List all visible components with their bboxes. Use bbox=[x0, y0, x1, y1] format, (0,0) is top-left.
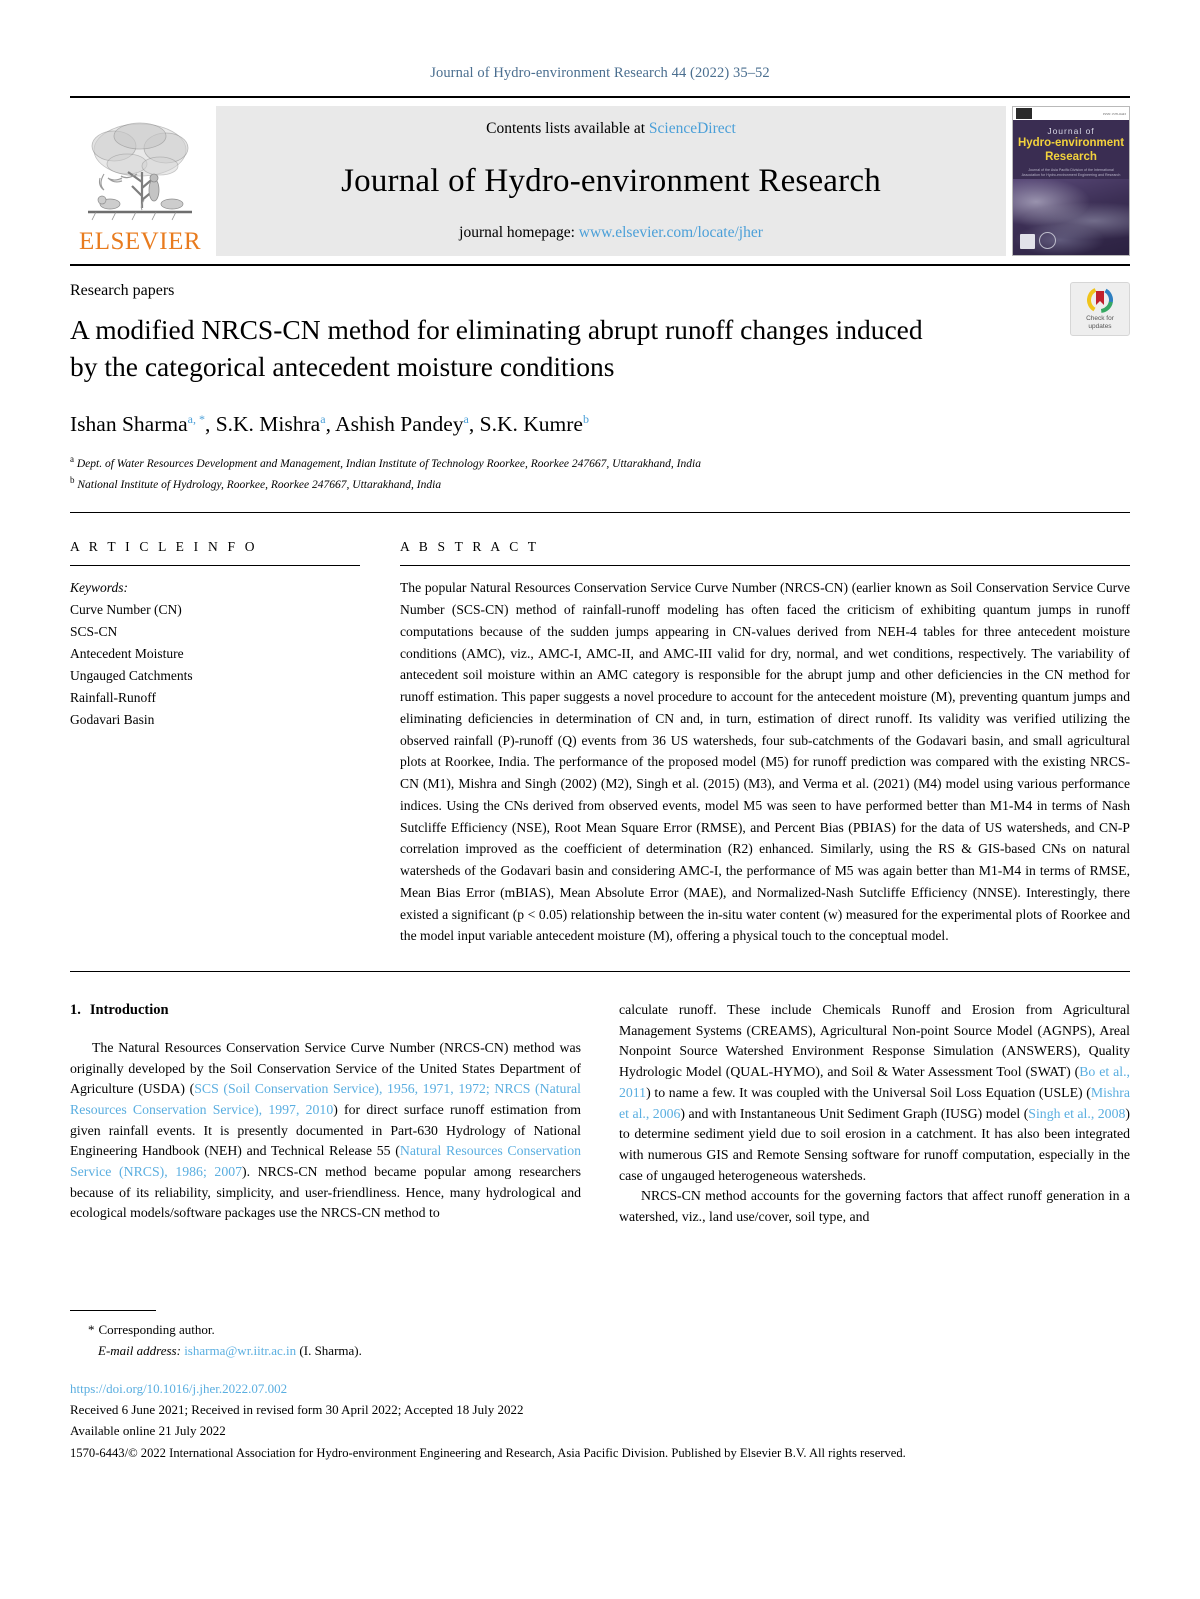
keyword-item: Curve Number (CN) bbox=[70, 602, 182, 618]
author-sep: , bbox=[468, 412, 480, 437]
email-note bbox=[70, 1341, 1130, 1362]
intro-paragraph-right-2: NRCS-CN method accounts for the governing factors that affect runoff generation in a watershed, viz., land use/cover, soil type, and bbox=[619, 1188, 1130, 1224]
author-name: Ashish Pandey bbox=[335, 412, 464, 437]
running-head: Journal of Hydro-environment Research 44 (2022) 35–52 bbox=[430, 65, 770, 81]
available-online: Available online 21 July 2022 bbox=[70, 1423, 226, 1439]
author-item[interactable] bbox=[480, 412, 589, 436]
citation-link[interactable]: Mishra et al., 2006 bbox=[619, 1084, 1130, 1121]
author-name: S.K. Kumre bbox=[479, 412, 583, 437]
cover-elsevier-mark-icon bbox=[1016, 108, 1032, 119]
contents-prefix: Contents lists available at bbox=[486, 120, 649, 137]
citation-link[interactable]: Natural Resources Conservation Service (NRCS), 1986; 2007 bbox=[70, 1143, 581, 1179]
author-name: Ishan Sharma bbox=[70, 412, 188, 437]
article-type: Research papers bbox=[70, 282, 175, 299]
cover-name-line1: Hydro-environment bbox=[1017, 137, 1125, 149]
email-link[interactable]: isharma@wr.iitr.ac.in bbox=[184, 1342, 297, 1358]
text-run: ) and with Instantaneous Unit Sediment Graph (IUSG) model ( bbox=[680, 1105, 1029, 1121]
corresponding-author-text: Corresponding author. bbox=[98, 1322, 215, 1337]
cover-name-line2: Research bbox=[1045, 151, 1097, 164]
cover-journal-of: Journal of bbox=[1047, 126, 1095, 136]
author-sep: , bbox=[204, 412, 216, 437]
keyword-item: Rainfall-Runoff bbox=[70, 689, 156, 705]
crossmark-label bbox=[1086, 315, 1114, 331]
masthead-center bbox=[216, 106, 1006, 256]
footnote-block bbox=[70, 1310, 1130, 1362]
email-label: E-mail address: bbox=[98, 1342, 181, 1358]
text-run: ) for direct surface runoff estimation from given rainfall events. It is presently documented in Part-630 Hydrology of National Engineering Handbook (NEH) and Technical Release 55 ( bbox=[70, 1101, 581, 1159]
doi-link[interactable]: https://doi.org/10.1016/j.jher.2022.07.002 bbox=[70, 1381, 288, 1396]
text-run: ) to name a few. It was coupled with the Universal Soil Loss Equation (USLE) ( bbox=[646, 1084, 1091, 1100]
journal-cover-thumbnail bbox=[1012, 106, 1130, 256]
section-title-introduction bbox=[70, 1000, 581, 1022]
affiliation-text: National Institute of Hydrology, Roorkee, Roorkee 247667, Uttarakhand, India bbox=[77, 478, 442, 491]
body-columns bbox=[70, 1000, 1130, 1228]
author-marks: a bbox=[320, 411, 326, 426]
affiliation-mark: a bbox=[70, 454, 74, 465]
info-abstract-row bbox=[70, 539, 1130, 947]
intro-paragraph-left bbox=[70, 1038, 581, 1224]
abstract-column bbox=[400, 539, 1130, 947]
author-item[interactable] bbox=[216, 412, 326, 436]
abstract-rule bbox=[400, 565, 1130, 566]
body-column-right bbox=[619, 1000, 1130, 1228]
abstract-heading: A B S T R A C T bbox=[400, 539, 540, 555]
crossmark-icon bbox=[1087, 287, 1113, 313]
email-owner: (I. Sharma). bbox=[299, 1342, 362, 1358]
citation-link[interactable]: Singh et al., 2008 bbox=[1028, 1105, 1126, 1121]
title-block bbox=[70, 282, 1130, 385]
crossmark-label-line2: updates bbox=[1088, 323, 1112, 331]
keywords-label: Keywords: bbox=[70, 580, 128, 596]
footnote-rule bbox=[70, 1310, 156, 1311]
author-marks: a, * bbox=[187, 411, 205, 426]
cover-top-bar bbox=[1013, 107, 1129, 120]
received-dates: Received 6 June 2021; Received in revised form 30 April 2022; Accepted 18 July 2022 bbox=[70, 1402, 524, 1418]
asterisk-icon: * bbox=[88, 1322, 95, 1337]
elsevier-wordmark: ELSEVIER bbox=[78, 228, 202, 255]
page-title: A modified NRCS-CN method for eliminating abrupt runoff changes induced by the categorical antecedent moisture conditions bbox=[70, 314, 923, 382]
keyword-item: Godavari Basin bbox=[70, 711, 155, 727]
publication-meta-block bbox=[70, 1378, 1130, 1464]
author-item[interactable] bbox=[335, 412, 469, 436]
crossmark-badge[interactable] bbox=[1070, 282, 1130, 336]
elsevier-logo bbox=[70, 106, 210, 256]
text-run: calculate runoff. These include Chemicals Runoff and Erosion from Agricultural Management Systems (CREAMS), Agricultural Non-point Source Model (AGNPS), Areal Nonpoint Source Watershed Environment Response Simulation (ANSWERS), Quality Hydrologic Model (QUAL-HYMO), and Soil & Water Assessment Tool (SWAT) ( bbox=[619, 1002, 1130, 1080]
crossmark-label-line1: Check for bbox=[1086, 315, 1114, 322]
homepage-line bbox=[459, 224, 763, 242]
body-column-left bbox=[70, 1000, 581, 1228]
journal-homepage-link[interactable]: www.elsevier.com/locate/jher bbox=[578, 224, 763, 241]
affiliation-mark: b bbox=[70, 474, 75, 485]
affiliation-item bbox=[70, 453, 1130, 474]
cover-issn: ISSN 1570-6443 bbox=[1103, 111, 1126, 116]
cover-circle-badge-icon bbox=[1039, 232, 1056, 249]
citation-link[interactable]: SCS (Soil Conservation Service), 1956, 1971, 1972; NRCS (Natural Resources Conservation Service), 1997, 2010 bbox=[70, 1081, 582, 1117]
abstract-bottom-rule bbox=[70, 971, 1130, 972]
abstract-text: The popular Natural Resources Conservation Service Curve Number (NRCS-CN) (earlier known as Soil Conservation Service Curve Number (SCS-CN) method of rainfall-runoff modeling has often faced the criticism of exhibiting quantum jumps in runoff computations because of the sudden jumps appearing in CN-values derived from NEH-4 tables for three antecedent moisture conditions (AMC), viz., AMC-I, AMC-II, and AMC-III valid for dry, normal, and wet conditions, respectively. The variability of antecedent soil moisture within an AMC category is responsible for the abrupt jump and other deficiencies in the CN method for runoff estimation. This paper suggests a novel procedure to account for the antecedent moisture (M), preventing quantum jumps and eliminating deficiencies in determination of CN and, in turn, estimation of direct runoff. Its validity was verified utilizing the observed rainfall (P)-runoff (Q) events from 36 US watersheds, four sub-catchments of the Godavari basin, and small agricultural plots at Roorkee, India. The performance of the proposed model (M5) for runoff prediction was compared with the existing NRCS-CN (M1), Mishra and Singh (2002) (M2), Singh et al. (2015) (M3), and Verma et al. (2021) (M4) model using various performance indices. Using the CNs derived from observed events, model M5 was seen to have performed better than M1-M4 in terms of Nash Sutcliffe Efficiency (NSE), Root Mean Square Error (RMSE), and Percent Bias (PBIAS) for the data of US watersheds, and CN-P correlation improved as the coefficient of determination (R2) enhanced. Similarly, using the RS & GIS-based CNs on natural watersheds of the Godavari basin and considering AMC-I, the performance of M5 was again better than M1-M4 in terms of RMSE, Mean Bias Error (mBIAS), Mean Absolute Error (MAE), and Normalized-Nash Sutcliffe Efficiency (NNSE). Interestingly, there existed a significant (p < 0.05) relationship between the in-situ water content (w) measured for the experimental plots of Roorkee and the model input variable antecedent moisture (M), offering a physical touch to the conceptual model. bbox=[400, 580, 1130, 944]
sciencedirect-link[interactable]: ScienceDirect bbox=[648, 120, 736, 137]
affiliation-item bbox=[70, 474, 1130, 495]
text-run: ). NRCS-CN method became popular among researchers because of its reliability, simplicity, and user-friendliness. Hence, many hydrological and ecological models/software packages use the NRCS-CN method to bbox=[70, 1163, 581, 1221]
corresponding-author-note bbox=[70, 1320, 1130, 1341]
keyword-item: SCS-CN bbox=[70, 624, 118, 640]
affiliation-list bbox=[70, 453, 1130, 494]
author-name: S.K. Mishra bbox=[215, 412, 321, 437]
author-sep: , bbox=[325, 412, 336, 437]
article-info-heading: A R T I C L E I N F O bbox=[70, 539, 258, 555]
affiliation-text: Dept. of Water Resources Development and Management, Indian Institute of Technology Roorkee, Roorkee 247667, Uttarakhand, India bbox=[76, 457, 701, 470]
keyword-item: Antecedent Moisture bbox=[70, 645, 184, 661]
article-info-rule bbox=[70, 565, 360, 566]
affiliation-bottom-rule bbox=[70, 512, 1130, 513]
text-run: ) to determine sediment yield due to soil erosion in a catchment. It has also been integrated with numerous GIS and Remote Sensing software for runoff computation, especially in the case of ungauged heterogeneous watersheds. bbox=[619, 1105, 1130, 1183]
citation-link[interactable]: Bo et al., 2011 bbox=[619, 1064, 1131, 1100]
journal-masthead bbox=[70, 96, 1130, 256]
author-marks: b bbox=[582, 411, 589, 426]
cover-elsevier-badge-icon bbox=[1020, 234, 1035, 249]
cover-subtitle: Journal of the Asia Pacific Division of the International Association for Hydro-environment Engineering and Research bbox=[1021, 168, 1121, 178]
section-number: 1. bbox=[70, 1002, 81, 1019]
elsevier-tree-icon bbox=[82, 116, 198, 228]
copyright-notice: 1570-6443/© 2022 International Association for Hydro-environment Engineering and Research, Asia Pacific Division. Published by Elsevier B.V. All rights reserved. bbox=[70, 1446, 906, 1461]
text-run: The Natural Resources Conservation Service Curve Number (NRCS-CN) method was originally developed by the Soil Conservation Service of the United States Department of Agriculture (USDA) ( bbox=[70, 1039, 581, 1097]
homepage-prefix: journal homepage: bbox=[459, 224, 579, 241]
contents-line bbox=[486, 120, 736, 138]
section-title-text: Introduction bbox=[89, 1002, 169, 1019]
article-info-column bbox=[70, 539, 360, 947]
masthead-bottom-rule bbox=[70, 264, 1130, 266]
author-marks: a bbox=[463, 411, 469, 426]
author-item[interactable] bbox=[70, 412, 205, 436]
journal-title: Journal of Hydro-environment Research bbox=[341, 162, 881, 199]
keyword-item: Ungauged Catchments bbox=[70, 667, 193, 683]
intro-paragraph-right-1 bbox=[619, 1000, 1130, 1186]
author-list bbox=[70, 411, 1130, 439]
